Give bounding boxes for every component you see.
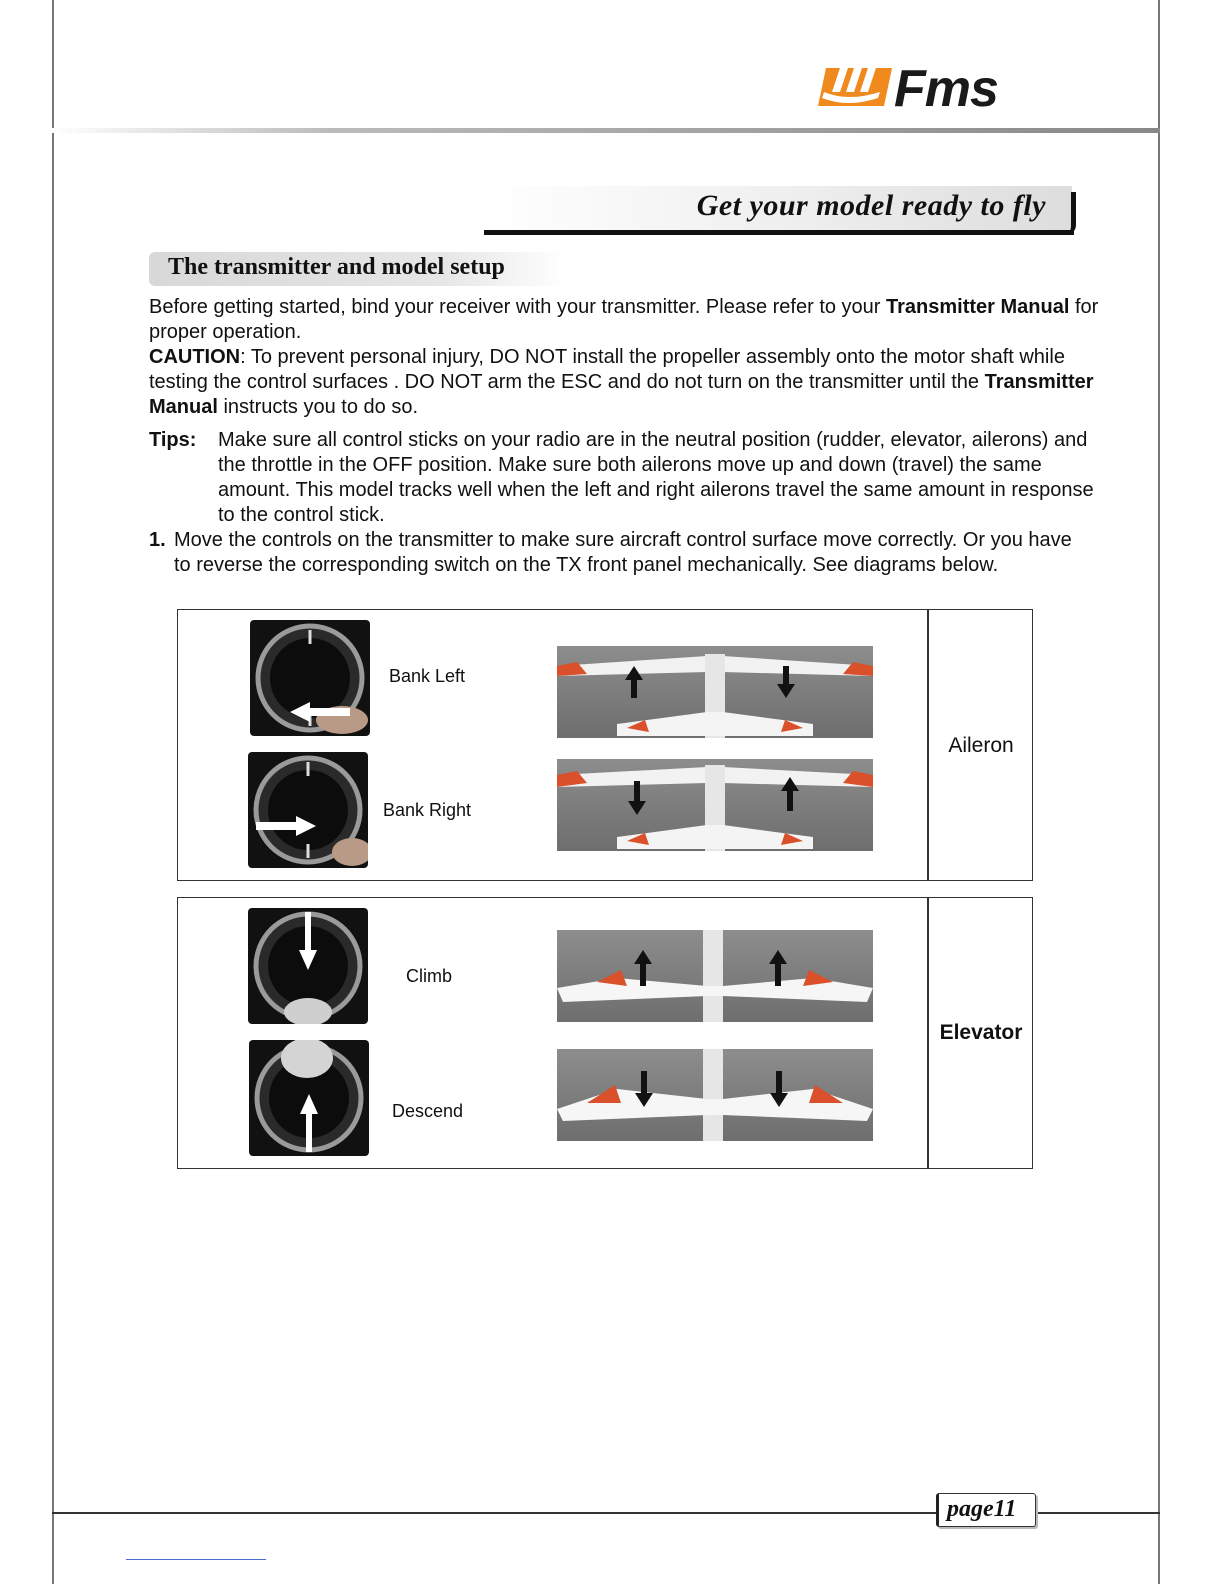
caption-bank-right: Bank Right xyxy=(383,800,472,820)
stick-climb-image xyxy=(248,908,368,1024)
header-rule xyxy=(52,128,1160,133)
elevator-label: Elevator xyxy=(939,1021,1023,1044)
caption-climb: Climb xyxy=(406,966,453,986)
caption-descend: Descend xyxy=(392,1101,464,1121)
elevator-table xyxy=(177,897,1033,1169)
intro-text-end: for proper operation. xyxy=(149,296,1099,343)
page-border-right xyxy=(1158,0,1160,1584)
logo-wing-icon xyxy=(818,68,892,106)
tips-label: Tips: xyxy=(149,429,197,451)
banner-title: Get your model ready to fly xyxy=(696,189,1046,222)
footer-underline xyxy=(126,1559,266,1560)
caution-text: : To prevent personal injury, DO NOT install the propeller assembly onto the motor shaft while testing the control surfaces . DO NOT arm the ESC and do not turn on the transmitter until the xyxy=(149,346,1065,393)
manual-ref-2: Transmitter Manual xyxy=(149,371,1094,418)
aileron-table xyxy=(177,609,1033,881)
tips-text: Make sure all control sticks on your radio are in the neutral position (rudder, elevator, ailerons) and the throttle in the OFF position. Make sure both ailerons move up and down (travel) the same amount. This model tracks well when the left and right ailerons travel the same amount in response to the control stick. xyxy=(218,429,1094,526)
manual-ref: Transmitter Manual xyxy=(886,296,1070,318)
page-border-left xyxy=(52,0,54,1584)
caption-bank-left: Bank Left xyxy=(389,666,466,686)
aileron-label: Aileron xyxy=(948,734,1014,757)
logo-text: Fms xyxy=(894,62,998,110)
step-text: Move the controls on the transmitter to make sure aircraft control surface move correctly. Or you have to reverse the corresponding switch on the TX front panel mechanically. See diagrams below. xyxy=(174,529,1072,576)
page-number-box xyxy=(936,1493,1036,1527)
stick-bank-left-image xyxy=(250,620,370,736)
plane-descend-photo xyxy=(557,1049,873,1141)
fms-logo xyxy=(818,62,1038,110)
step-number: 1. xyxy=(149,529,166,551)
arrow-down-icon xyxy=(628,781,646,815)
plane-bank-left-photo xyxy=(557,646,873,738)
plane-bank-right-photo xyxy=(557,759,873,851)
intro-paragraph xyxy=(149,295,1109,420)
caution-text-end: instructs you to do so. xyxy=(217,396,419,418)
caution-label: CAUTION xyxy=(149,346,241,368)
page-number: page11 xyxy=(947,1496,1017,1522)
plane-climb-photo xyxy=(557,930,873,1022)
stick-descend-image xyxy=(249,1040,369,1156)
page-banner xyxy=(484,186,1082,240)
stick-bank-right-image xyxy=(248,752,368,868)
section-title: The transmitter and model setup xyxy=(168,254,505,280)
section-heading xyxy=(149,252,567,286)
intro-text: Before getting started, bind your receiver with your transmitter. Please refer to your xyxy=(149,296,887,318)
